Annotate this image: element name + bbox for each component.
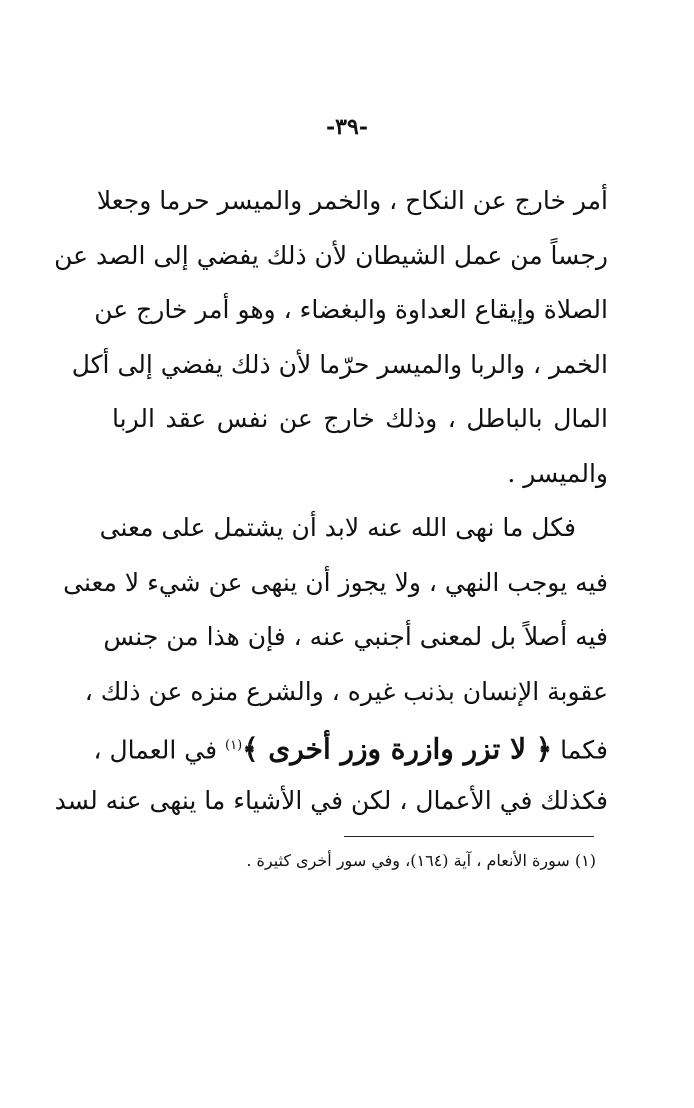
text-line: فيه يوجب النهي ، ولا يجوز أن ينهى عن شيء لا معنى: [63, 567, 608, 597]
footnote: (١) سورة الأنعام ، آية (١٦٤)، وفي سور أخرى كثيرة .: [246, 851, 596, 870]
text-line: فكذلك في الأعمال ، لكن في الأشياء ما ينهى عنه لسد: [54, 785, 608, 815]
text-line: الخمر ، والربا والميسر حرّما لأن ذلك يفضي إلى أكل: [71, 349, 608, 379]
quran-citation-line: [93, 719, 608, 774]
footnote-marker: (١): [225, 738, 243, 753]
text-line: فيه أصلاً بل لمعنى أجنبي عنه ، فإن هذا من جنس: [103, 622, 608, 651]
text-line: رجساً من عمل الشيطان لأن ذلك يفضي إلى الصد عن: [54, 240, 608, 270]
page-number: -٣٩-: [326, 114, 368, 140]
text-line: أمر خارج عن النكاح ، والخمر والميسر حرما وجعلا: [96, 186, 608, 215]
quran-line-before: فكما: [560, 735, 608, 765]
text-line: عقوبة الإنسان بذنب غيره ، والشرع منزه عن ذلك ،: [84, 676, 608, 706]
paragraph-start-line: فكل ما نهى الله عنه لابد أن يشتمل على معنى: [99, 513, 576, 542]
quran-line-after: في العمال ،: [93, 735, 218, 765]
quran-verse: ﴿ لا تزر وازرة وزر أخرى ﴾: [242, 732, 553, 766]
text-line: المال بالباطل ، وذلك خارج عن نفس عقد الربا: [112, 404, 608, 433]
footnote-divider: [344, 836, 594, 837]
text-line: الصلاة وإيقاع العداوة والبغضاء ، وهو أمر خارج عن: [94, 295, 608, 324]
paragraph-end-line: والميسر .: [507, 458, 608, 488]
body-text: [54, 174, 608, 828]
